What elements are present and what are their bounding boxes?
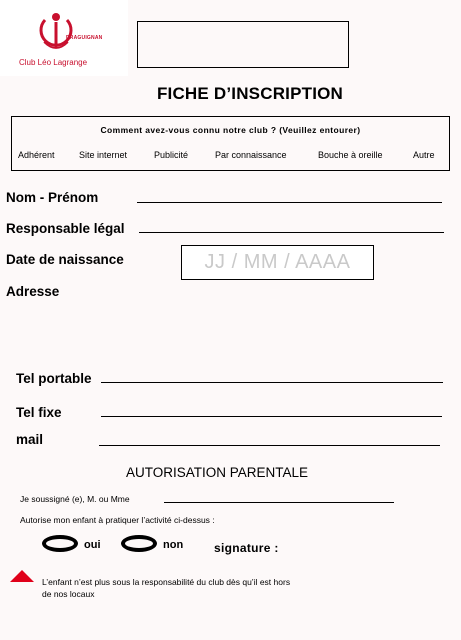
name-input-line[interactable]: [137, 202, 442, 203]
birthdate-field[interactable]: [181, 245, 374, 280]
mail-input-line[interactable]: [99, 445, 440, 446]
signature-label: signature :: [214, 541, 279, 555]
yes-label: oui: [84, 539, 101, 551]
authorize-text: Autorise mon enfant à pratiquer l’activité ci-dessus :: [20, 515, 215, 525]
option-par-connaissance[interactable]: Par connaissance: [215, 150, 287, 160]
mobile-input-line[interactable]: [101, 382, 443, 383]
source-question: Comment avez-vous connu notre club ? (Veuillez entourer): [100, 125, 361, 135]
warning-text-line2: de nos locaux: [42, 589, 95, 599]
address-label: Adresse: [6, 284, 60, 299]
phone-input-line[interactable]: [101, 416, 442, 417]
club-logo-icon: [36, 12, 76, 56]
guardian-label: Responsable légal: [6, 221, 125, 236]
logo-club-name: Club Léo Lagrange: [19, 58, 88, 67]
birthdate-label: Date de naissance: [6, 252, 124, 267]
photo-box[interactable]: [137, 21, 349, 68]
no-oval[interactable]: [121, 535, 157, 552]
yes-oval[interactable]: [42, 535, 78, 552]
option-site-internet[interactable]: Site internet: [79, 150, 128, 160]
guardian-input-line[interactable]: [139, 232, 444, 233]
club-logo: [0, 0, 128, 76]
mobile-label: Tel portable: [16, 371, 92, 386]
page-title: FICHE D’INSCRIPTION: [156, 84, 344, 103]
undersigned-input-line[interactable]: [164, 502, 394, 503]
source-question-box: [11, 116, 450, 171]
phone-label: Tel fixe: [16, 405, 62, 420]
birthdate-placeholder: JJ / MM / AAAA: [204, 251, 351, 273]
option-bouche-a-oreille[interactable]: Bouche à oreille: [318, 150, 383, 160]
name-label: Nom - Prénom: [6, 190, 99, 205]
option-autre[interactable]: Autre: [413, 150, 435, 160]
no-label: non: [163, 539, 184, 551]
undersigned-label: Je soussigné (e), M. ou Mme: [20, 494, 130, 504]
option-adherent[interactable]: Adhérent: [18, 150, 55, 160]
option-publicite[interactable]: Publicité: [154, 150, 189, 160]
warning-triangle-icon: [10, 570, 34, 582]
authorization-title: AUTORISATION PARENTALE: [125, 465, 309, 480]
logo-city: DRAGUIGNAN: [66, 35, 103, 41]
warning-text-line1: L’enfant n’est plus sous la responsabilité du club dès qu’il est hors: [42, 577, 291, 587]
mail-label: mail: [16, 432, 44, 447]
